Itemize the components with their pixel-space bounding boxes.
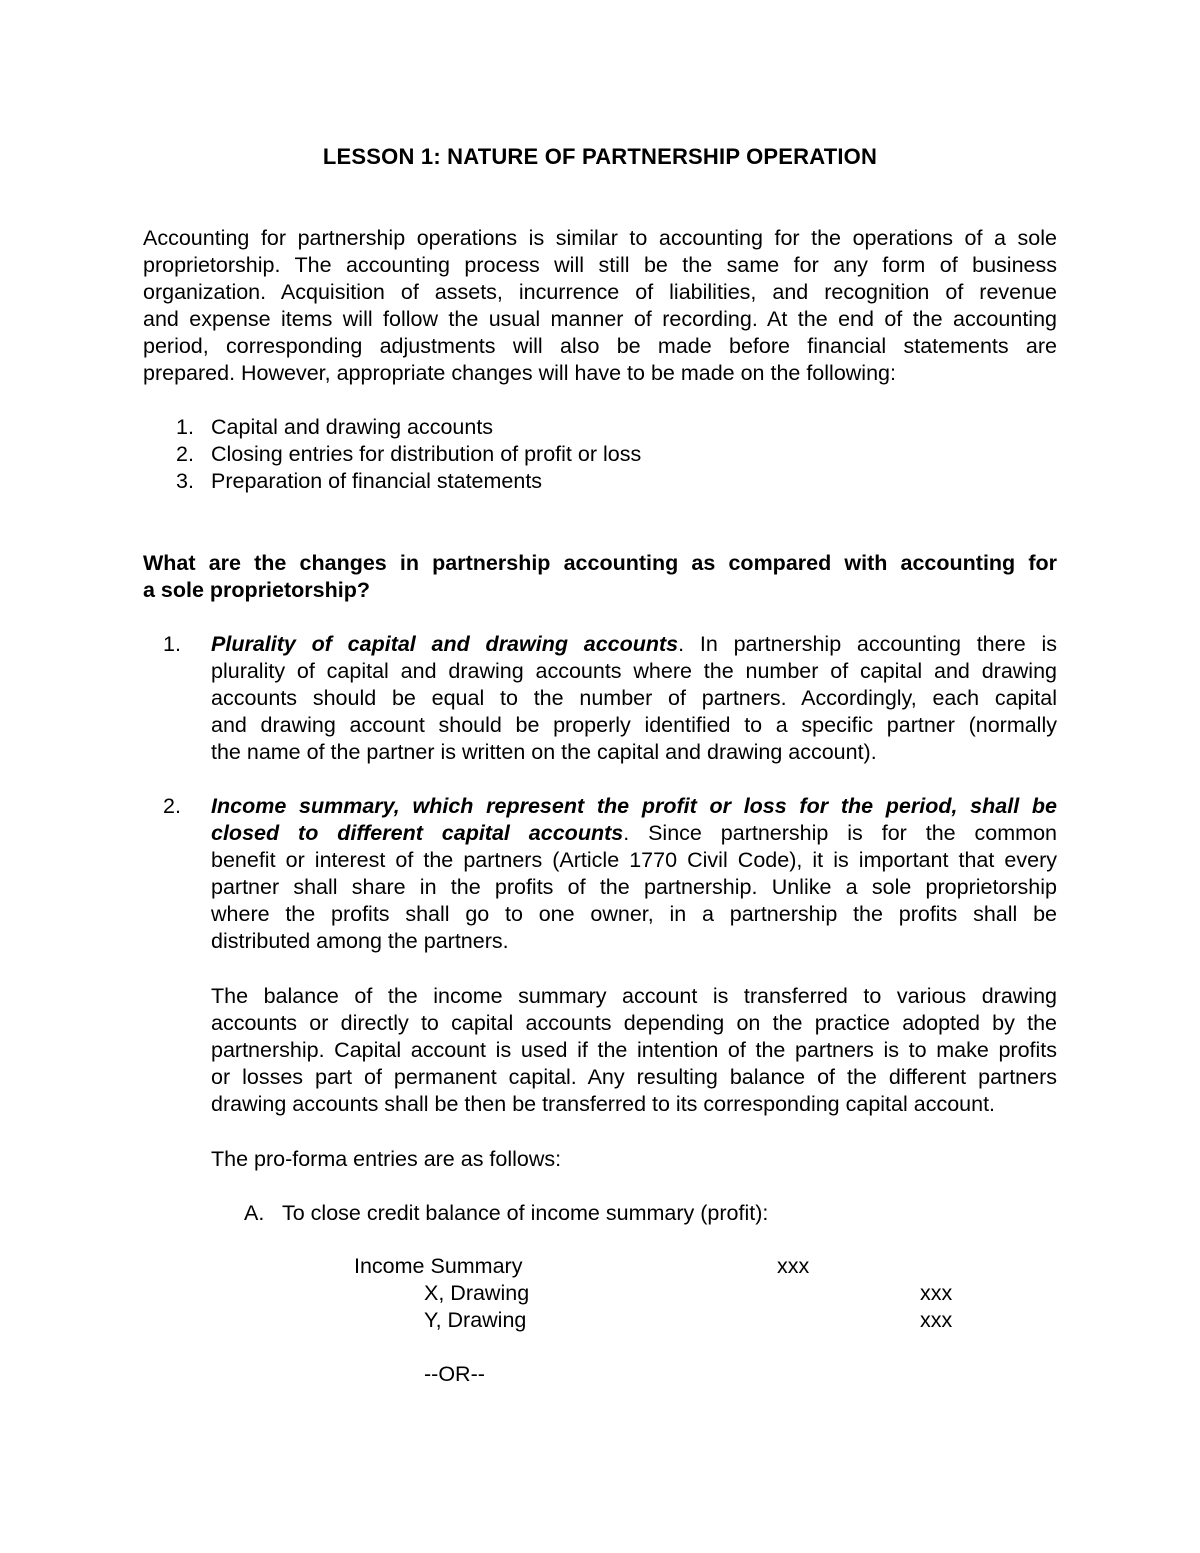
journal-credit-account: X, Drawing [424, 1281, 530, 1305]
item1-line: accounts should be equal to the number of partners. Accordingly, each capital [211, 686, 1057, 710]
item1-first-line [211, 631, 1057, 658]
intro-paragraph [143, 225, 1057, 387]
list-item-number: 2. [176, 442, 194, 466]
journal-debit-account: Income Summary [354, 1254, 523, 1278]
proforma-intro: The pro-forma entries are as follows: [211, 1147, 562, 1171]
item1-number: 1. [163, 632, 181, 656]
list-item: Preparation of financial statements [211, 469, 543, 493]
list-item: Capital and drawing accounts [211, 415, 494, 439]
balance-line: accounts or directly to capital accounts depending on the practice adopted by the [211, 1011, 1057, 1035]
item2-second-line [211, 820, 1057, 847]
item2-paragraph [211, 793, 1057, 955]
list-item-number: 1. [176, 415, 194, 439]
intro-line: prepared. However, appropriate changes will have to be made on the following: [143, 361, 896, 385]
item1-line: plurality of capital and drawing accounts where the number of capital and drawing [211, 659, 1057, 683]
intro-line: organization. Acquisition of assets, incurrence of liabilities, and recognition of revenue [143, 280, 1057, 304]
list-item-number: 3. [176, 469, 194, 493]
balance-line: partnership. Capital account is used if the intention of the partners is to make profits [211, 1038, 1057, 1062]
intro-line: period, corresponding adjustments will also be made before financial statements are [143, 334, 1057, 358]
balance-line: or losses part of permanent capital. Any resulting balance of the different partners [211, 1065, 1057, 1089]
item2-heading-line: Income summary, which represent the profit or loss for the period, shall be [211, 794, 1057, 818]
question-line: a sole proprietorship? [143, 578, 370, 602]
intro-line: and expense items will follow the usual manner of recording. At the end of the accounting [143, 307, 1057, 331]
balance-line: The balance of the income summary account is transferred to various drawing [211, 984, 1057, 1008]
item1-heading: Plurality of capital and drawing accounts [211, 632, 679, 656]
journal-debit-amount: xxx [777, 1254, 810, 1278]
balance-line: drawing accounts shall be then be transferred to its corresponding capital account. [211, 1092, 996, 1116]
list-item: Closing entries for distribution of profit or loss [211, 442, 642, 466]
question-heading [143, 550, 1057, 604]
item1-paragraph [211, 631, 1057, 766]
item1-first-line-rest: . In partnership accounting there is [678, 632, 1057, 656]
item2-line: distributed among the partners. [211, 929, 509, 953]
item2-line: where the profits shall go to one owner, in a partnership the profits shall be [211, 902, 1057, 926]
entry-a-letter: A. [244, 1201, 265, 1225]
item1-line: and drawing account should be properly identified to a specific partner (normally [211, 713, 1057, 737]
entry-a-description: To close credit balance of income summary (profit): [282, 1201, 769, 1225]
item2-line: benefit or interest of the partners (Article 1770 Civil Code), it is important that every [211, 848, 1057, 872]
intro-line: Accounting for partnership operations is similar to accounting for the operations of a sole [143, 226, 1057, 250]
item2-line: partner shall share in the profits of the partnership. Unlike a sole proprietorship [211, 875, 1057, 899]
item2-number: 2. [163, 794, 181, 818]
item2-heading-end: closed to different capital accounts [211, 821, 624, 845]
or-separator: --OR-- [424, 1362, 485, 1386]
intro-line: proprietorship. The accounting process will still be the same for any form of business [143, 253, 1057, 277]
item2-second-line-rest: . Since partnership is for the common [623, 821, 1057, 845]
lesson-title: LESSON 1: NATURE OF PARTNERSHIP OPERATION [322, 144, 878, 169]
item1-line: the name of the partner is written on the capital and drawing account). [211, 740, 877, 764]
question-line: What are the changes in partnership accounting as compared with accounting for [143, 551, 1057, 575]
journal-credit-amount: xxx [920, 1281, 953, 1305]
journal-credit-account: Y, Drawing [424, 1308, 527, 1332]
journal-credit-amount: xxx [920, 1308, 953, 1332]
balance-paragraph [211, 983, 1057, 1118]
